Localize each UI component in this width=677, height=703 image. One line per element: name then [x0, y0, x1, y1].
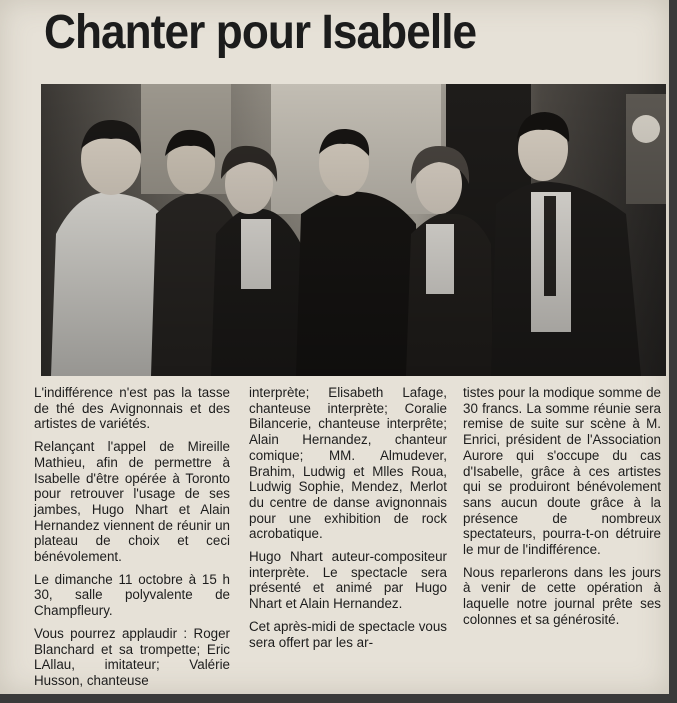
article-column-1: [34, 385, 230, 694]
paragraph: Nous reparlerons dans les jours à venir de cette opération à laquelle notre journal prête ses colonnes et sa générosité.: [463, 564, 661, 627]
scan-edge-right: [669, 0, 677, 703]
photo-shadow: [41, 84, 666, 376]
paragraph: interprète; Elisabeth Lafage, chanteuse interprète; Coralie Bilancerie, chanteuse interprête; Alain Hernandez, chanteur comique; MM. Almudever, Brahim, Ludwig et Mlles Roua, Ludwig Sophie, Mendez, Merlot du centre de danse avignonnais pour une exhibition de rock acrobatique.: [249, 385, 447, 542]
article-headline: Chanter pour Isabelle: [44, 6, 477, 59]
article-column-3: [463, 385, 661, 635]
paragraph: tistes pour la modique somme de 30 francs. La somme réunie sera remise de suite sur scène à M. Enrici, président de l'Association Aurore qui s'occupe du cas d'Isabelle, grâce à ces artistes qui se produiront bénévolement sans aucun doute grâce à la présence de nombreux spectateurs, pourra-t-on détruire le mur de l'indifférence.: [463, 385, 661, 558]
paragraph: Relançant l'appel de Mireille Mathieu, afin de permettre à Isabelle d'être opérée à Toronto pour retrouver l'usage de ses jambes, Hugo Nhart et Alain Hernandez viennent de réunir un plateau de choix et ceci bénévolement.: [34, 439, 230, 565]
paragraph: Le dimanche 11 octobre à 15 h 30, salle polyvalente de Champfleury.: [34, 571, 230, 619]
paragraph: Vous pourrez applaudir : Roger Blanchard et sa trompette; Eric LAllau, imitateur; Valérie Husson, chanteuse: [34, 625, 230, 688]
paragraph: Hugo Nhart auteur-compositeur interprète. Le spectacle sera présenté et animé par Hugo Nhart et Alain Hernandez.: [249, 549, 447, 612]
scan-edge-bottom: [0, 694, 677, 703]
article-photo: [41, 84, 666, 376]
article-column-2: [249, 385, 447, 657]
group-photo: [41, 84, 666, 376]
paragraph: Cet après-midi de spectacle vous sera offert par les ar-: [249, 618, 447, 650]
paragraph: L'indifférence n'est pas la tasse de thé des Avignonnais et des artistes de variétés.: [34, 385, 230, 432]
